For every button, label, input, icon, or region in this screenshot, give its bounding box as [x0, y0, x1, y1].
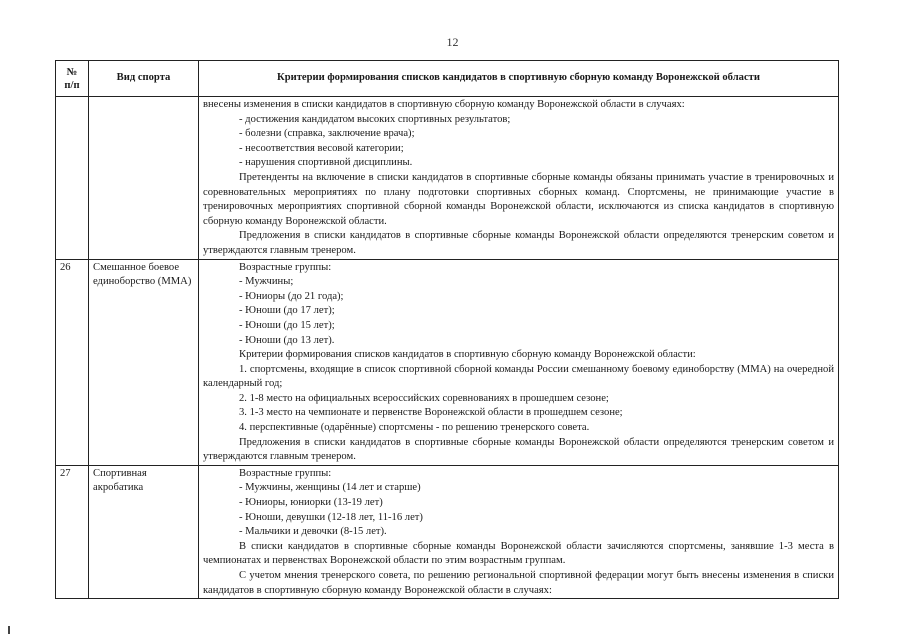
- page-number: 12: [446, 35, 459, 49]
- row-criteria-cell: [199, 465, 839, 598]
- sport-name-line: боевое: [148, 261, 180, 273]
- criteria-list-item: - достижения кандидатом высоких спортивных результатов;: [239, 113, 511, 125]
- criteria-paragraph: Возрастные группы:: [239, 261, 332, 273]
- sport-name-line: (ММА): [157, 276, 192, 288]
- criteria-paragraph: Претенденты на включение в списки кандидатов в спортивные сборные команды обязаны принимать участие в тренировочных и соревновательных мероприятиях по плану подготовки спортивных сборных команд. Спортсмены, не принимающие участие в тренировочных мероприятиях спортивной сборной команды Воронежской области, исключаются из списка кандидатов в спортивную сборную команду Воронежской области.: [203, 171, 834, 227]
- criteria-paragraph: С учетом мнения тренерского совета, по решению региональной спортивной федерации могут быть внесены изменения в списки кандидатов в спортивную сборную команду Воронежской области в случаях:: [203, 570, 834, 596]
- table-header-row: [56, 61, 839, 97]
- criteria-table: [55, 60, 839, 599]
- table-row-26: [56, 259, 839, 465]
- criteria-list-item: - Юноши (до 17 лет);: [239, 305, 335, 317]
- criteria-list-item: - Мальчики и девочки (8-15 лет).: [239, 526, 387, 538]
- row-number-cell: 27: [56, 465, 89, 598]
- row-number-cell: 26: [56, 259, 89, 465]
- table-row-27: [56, 465, 839, 598]
- header-number-line-1: №: [66, 66, 78, 78]
- criteria-paragraph: 4. перспективные (одарённые) спортсмены - по решению тренерского совета.: [239, 422, 590, 434]
- row-criteria-cell: [199, 97, 839, 260]
- criteria-list-item: - Мужчины, женщины (14 лет и старше): [239, 482, 421, 494]
- sport-name-line: единоборство: [93, 276, 156, 288]
- criteria-paragraph: Возрастные группы:: [239, 467, 332, 479]
- criteria-list-item: - Мужчины;: [239, 276, 294, 288]
- criteria-list-item: - Юниоры (до 21 года);: [239, 290, 344, 302]
- criteria-paragraph: В списки кандидатов в спортивные сборные команды Воронежской области зачисляются спортсмены, занявшие 1-3 места в чемпионатах и первенствах Воронежской области по этим возрастным группам.: [203, 540, 834, 567]
- row-sport-cell: [89, 259, 199, 465]
- header-sport: Вид спорта: [89, 61, 199, 97]
- criteria-paragraph: 2. 1-8 место на официальных всероссийских соревнованиях в прошедшем сезоне;: [239, 392, 609, 404]
- criteria-paragraph: 3. 1-3 место на чемпионате и первенстве Воронежской области в прошедшем сезоне;: [239, 407, 623, 419]
- criteria-list-item: - Юноши, девушки (12-18 лет, 11-16 лет): [239, 511, 423, 523]
- criteria-list-item: - нарушения спортивной дисциплины.: [239, 157, 413, 169]
- criteria-text: внесены изменения в списки кандидатов в спортивную сборную команду Воронежской области в случаях:: [203, 99, 685, 110]
- sport-name-line: акробатика: [93, 482, 144, 494]
- criteria-list-item: - Юноши (до 15 лет);: [239, 319, 335, 331]
- criteria-paragraph: 1. спортсмены, входящие в список спортивной сборной команды России смешанному боевому единоборству (ММА) на очередной календарный год;: [203, 363, 834, 390]
- criteria-paragraph: Критерии формирования списков кандидатов в спортивную сборную команду Воронежской области:: [239, 349, 696, 361]
- sport-name-line: Спортивная: [93, 467, 147, 479]
- header-criteria: Критерии формирования списков кандидатов в спортивную сборную команду Воронежской области: [199, 61, 839, 97]
- row-number-cell: [56, 97, 89, 260]
- header-number: [56, 61, 89, 97]
- sport-name-line: Смешанное: [93, 261, 146, 273]
- row-sport-cell: [89, 97, 199, 260]
- criteria-list-item: - несоответствия весовой категории;: [239, 142, 404, 154]
- criteria-paragraph: Предложения в списки кандидатов в спортивные сборные команды Воронежской области определяются тренерским советом и утверждаются главным тренером.: [203, 436, 834, 463]
- criteria-list-item: - Юноши (до 13 лет).: [239, 334, 335, 346]
- row-sport-cell: [89, 465, 199, 598]
- row-criteria-cell: [199, 259, 839, 465]
- criteria-list-item: - болезни (справка, заключение врача);: [239, 128, 415, 140]
- table-row-continuation: [56, 97, 839, 260]
- header-number-line-2: п/п: [64, 79, 80, 91]
- scan-artifact: [8, 626, 10, 634]
- criteria-list-item: - Юниоры, юниорки (13-19 лет): [239, 497, 383, 509]
- criteria-paragraph: Предложения в списки кандидатов в спортивные сборные команды Воронежской области определяются тренерским советом и утверждаются главным тренером.: [203, 230, 834, 256]
